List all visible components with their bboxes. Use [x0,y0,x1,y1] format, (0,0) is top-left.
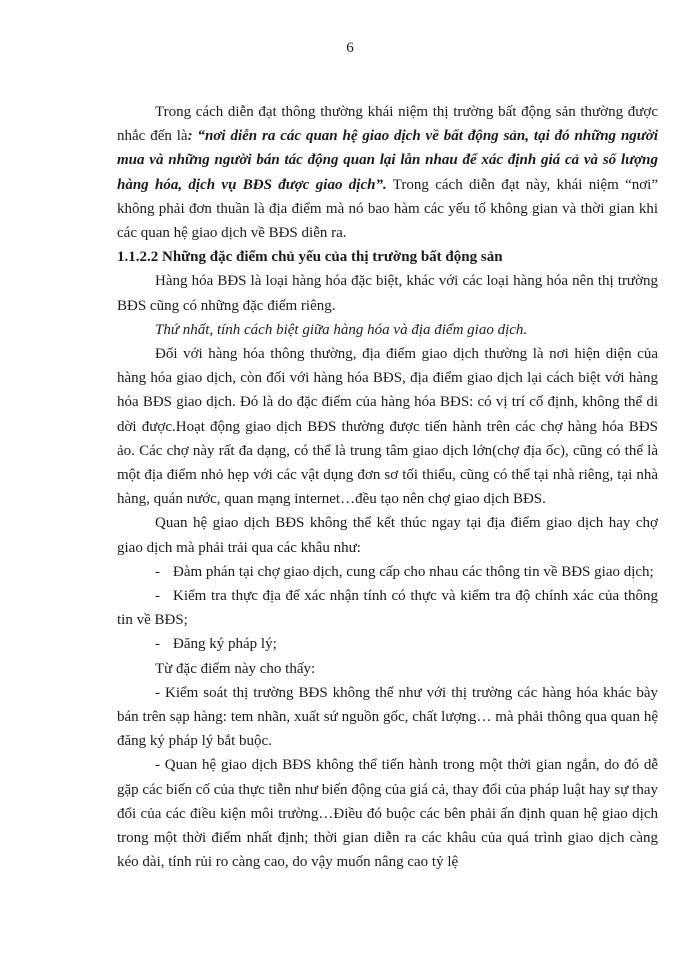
list-item-text: Đăng ký pháp lý; [173,636,277,653]
dash-bullet: - [155,588,160,605]
intro-paragraph [117,100,658,245]
dash-bullet: - [155,636,160,653]
first-point-heading: Thứ nhất, tính cách biệt giữa hàng hóa và địa điểm giao dịch. [155,321,528,338]
document-body [117,100,658,875]
list-item [117,632,658,656]
list-item-text: Đàm phán tại chợ giao dịch, cung cấp cho nhau các thông tin về BĐS giao dịch; [173,563,654,580]
relation-paragraph: Quan hệ giao dịch BĐS không thể kết thúc ngay tại địa điểm giao dịch hay chợ giao dịch mà phải trải qua các khâu như: [117,515,658,556]
from-paragraph: Từ đặc điểm này cho thấy: [155,660,316,677]
conclusion-paragraph: - Kiểm soát thị trường BĐS không thể như với thị trường các hàng hóa khác bày bán trên sạp hàng: tem nhãn, xuất sứ nguồn gốc, chất lượng… mà phải thông qua quan hệ đăng ký pháp lý bắt buộc. [117,684,658,750]
dash-bullet: - [155,563,160,580]
list-item-text: Kiểm tra thực địa để xác nhận tính có thực và kiểm tra độ chính xác của thông tin về BĐS; [117,588,658,629]
intro-continuation: Trong cách diễn đạt này, khái niệm “nơi” không phải đơn thuần là địa điểm mà nó bao hàm các yếu tố không gian và thời gian khi các quan hệ giao dịch về BĐS diễn ra. [117,176,659,242]
intro-quote: : “nơi diễn ra các quan hệ giao dịch về bất động sản, tại đó những người mua và những người bán tác động quan lại lẫn nhau để xác định giá cả và số lượng hàng hóa, dịch vụ BĐS được giao dịch”. [117,128,658,193]
section-heading: 1.1.2.2 Những đặc điểm chủ yếu của thị trường bất động sản [117,249,503,266]
list-item [117,560,658,584]
page-number: 6 [346,40,354,56]
list-item [117,584,658,632]
intro-characteristics-paragraph: Hàng hóa BĐS là loại hàng hóa đặc biệt, khác với các loại hàng hóa nên thị trường BĐS cũng có những đặc điểm riêng. [117,273,658,314]
intro-text: Trong cách diễn đạt thông thường khái niệm thị trường bất động sản thường được nhắc đến là [117,104,658,145]
separation-paragraph: Đối với hàng hóa thông thường, địa điểm giao dịch thường là nơi hiện diện của hàng hóa giao dịch, còn đối với hàng hóa BĐS, địa điểm giao dịch lại cách biệt với hàng hóa BĐS giao dịch. Đó là do đặc điểm của hàng hóa BĐS: có vị trí cố định, không thể di dời được.Hoạt động giao dịch BĐS thường được tiến hành trên các chợ hàng hóa BĐS ảo. Các chợ này rất đa dạng, có thể là trung tâm giao dịch lớn(chợ địa ốc), cũng có thể là một địa điểm nhỏ hẹp với các vật dụng đơn sơ tối thiểu, cũng có thể tại nhà riêng, tại nhà hàng, quán nước, quan mạng internet…đều tạo nên chợ giao dịch BĐS. [117,346,658,508]
conclusion-paragraph: - Quan hệ giao dịch BĐS không thể tiến hành trong một thời gian ngắn, do đó dễ gặp các biến cố của thực tiễn như biến động của giá cả, thay đổi của pháp luật hay sự thay đổi của các điều kiện môi trường…Điều đó buộc các bên phải ấn định quan hệ giao dịch trong một thời điểm nhất định; thời gian diễn ra các khâu của quá trình giao dịch càng kéo dài, tính rủi ro càng cao, do vậy muốn nâng cao tỷ lệ [117,757,658,871]
